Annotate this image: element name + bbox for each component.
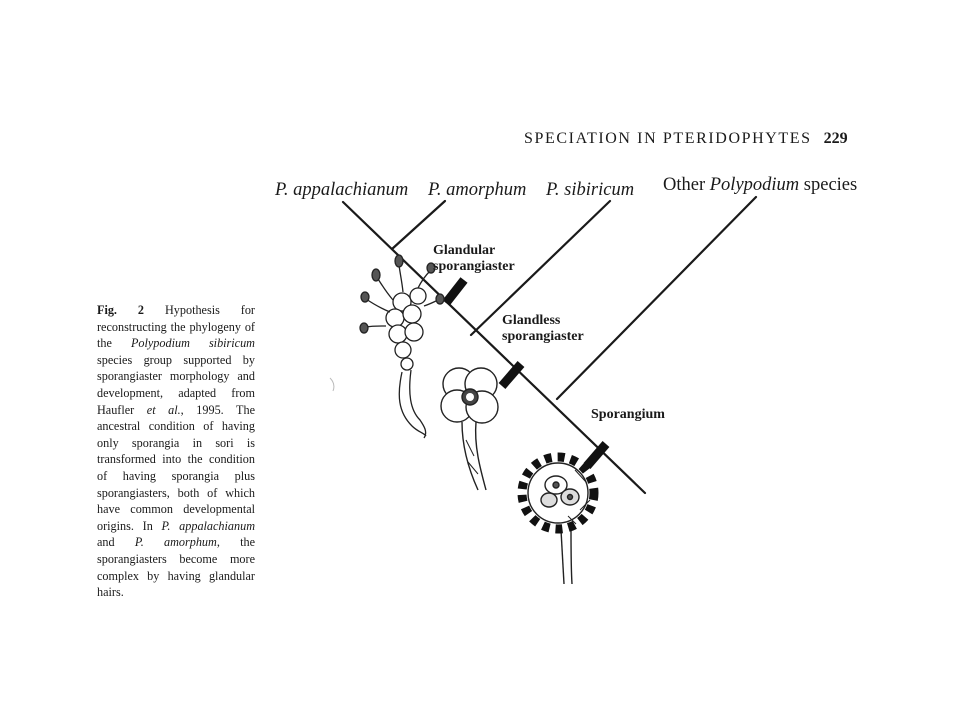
caption-text-5: , the sporangiasters become more complex by having glandular hairs. [97,535,256,600]
caption-text-4: and [97,535,135,550]
caption-text-3: , 1995. The ancestral condition of having only sporangia in sori is transformed into the condition of having sporangia plus sporangiasters, both of which have common developmental origins. In [97,402,255,533]
running-title: SPECIATION IN PTERIDOPHYTES [524,130,812,147]
taxon-other-prefix: Other [663,175,706,195]
caption-text-2: species group supported by sporangiaster morphology and development, adapted from Haufler [97,352,255,417]
label-glandular-sporangiaster [433,243,515,275]
taxon-sibiricum: P. sibiricum [546,180,635,200]
stray-mark [330,378,334,391]
branch-other-species [557,197,756,399]
marker-glandular-sporangiaster [446,280,464,303]
marker-glandless-sporangiaster [502,364,521,386]
taxon-appalachianum: P. appalachianum [275,180,409,200]
label-glandular-line2: sporangiaster [433,259,515,274]
sporangium-drawing [522,457,594,584]
taxon-other-suffix: species [803,175,858,195]
glandless-sporangiaster-drawing [441,368,498,490]
caption-species: Polypodium sibiricum [130,336,255,351]
caption-text-1: Hypothesis for reconstructing the phylogeny of the [97,303,255,351]
label-sporangium: Sporangium [591,407,665,422]
label-glandless-line2: sporangiaster [502,329,584,344]
label-glandular-line1: Glandular [433,243,496,258]
taxon-other-species [663,175,857,196]
glandular-sporangiaster-drawing [360,255,444,438]
branch-amorphum [392,201,445,249]
label-glandless-sporangiaster [502,313,584,345]
caption-label: Fig. 2 [97,303,145,317]
figure-caption [97,302,255,601]
taxon-amorphum: P. amorphum [428,180,527,200]
page-number: 229 [823,130,848,147]
label-glandless-line1: Glandless [502,313,561,328]
taxon-other-genus: Polypodium [709,175,800,195]
caption-et-al: et al. [146,402,181,417]
caption-p-appalachianum: P. appalachianum [161,518,255,533]
caption-p-amorphum: P. amorphum [134,535,217,550]
